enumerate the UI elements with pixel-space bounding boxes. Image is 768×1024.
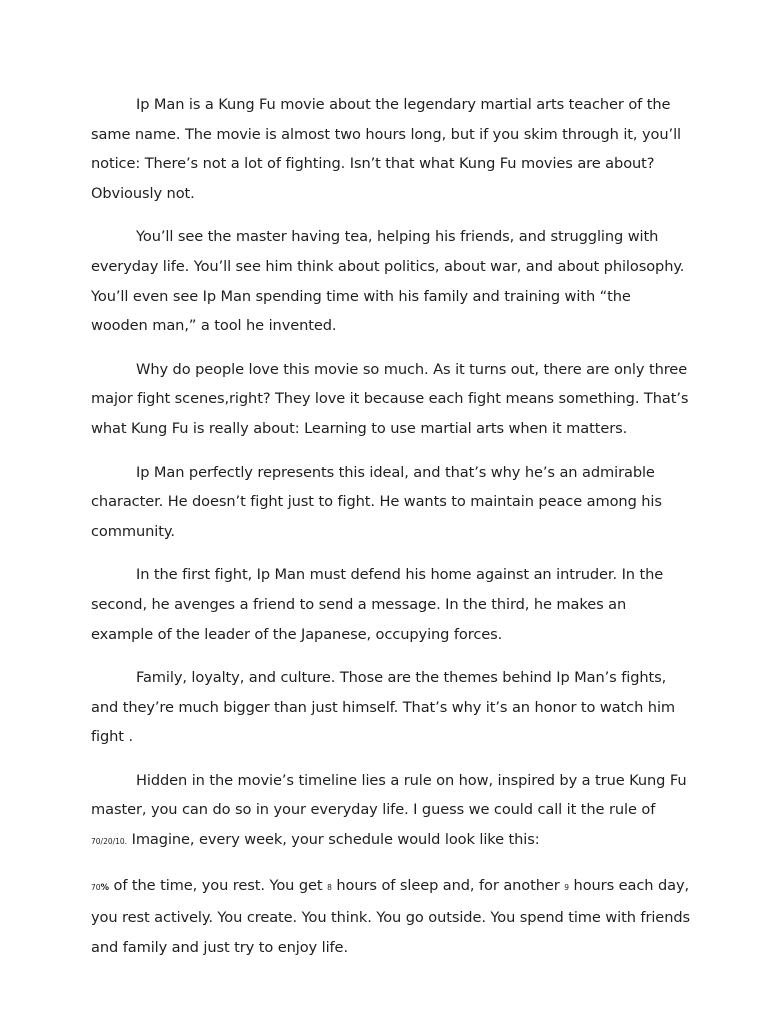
rule-text-after: Imagine, every week, your schedule would look like this: [127,831,540,849]
rest-text-part3: hours each day, you rest actively. You create. You think. You go outside. You spend time with friends and family and just try to enjoy life. [91,876,691,956]
paragraph-rule [91,766,691,857]
paragraph-everyday-life: You’ll see the master having tea, helping his friends, and struggling with everyday life. You’ll see him think about politics, about war, and about philosophy. You’ll even see Ip Man spending time with his family and training with “the wooden man,” a tool he invented. [91,228,685,335]
paragraph-themes: Family, loyalty, and culture. Those are the themes behind Ip Man’s fights, and they’re much bigger than just himself. That’s why it’s an honor to watch him fight . [91,669,676,746]
rest-percent-number: 70 [91,882,101,892]
rest-text-part2: hours of sleep and, for another [331,876,565,894]
document-page [91,90,691,976]
paragraph-fights: In the first fight, Ip Man must defend his home against an intruder. In the second, he avenges a friend to send a message. In the third, he makes an example of the leader of the Japanese, occupying forces. [91,566,664,643]
paragraph-rest [91,871,691,963]
paragraph-intro: Ip Man is a Kung Fu movie about the legendary martial arts teacher of the same name. The movie is almost two hours long, but if you skim through it, you’ll notice: There’s not a lot of fighting. Isn’t that what Kung Fu movies are about? Obviously not. [91,96,681,202]
paragraph-ideal: Ip Man perfectly represents this ideal, and that’s why he’s an admirable character. He doesn’t fight just to fight. He wants to maintain peace among his community. [91,463,662,540]
rest-sleep-hours: 8 [327,882,332,892]
rule-text-before: Hidden in the movie’s timeline lies a rule on how, inspired by a true Kung Fu master, you can do so in your everyday life. I guess we could call it the rule of [91,771,687,819]
rest-text-part1: of the time, you rest. You get [108,876,328,894]
rest-percent-sign: % [100,882,109,893]
paragraph-why-loved: Why do people love this movie so much. As it turns out, there are only three major fight scenes,right? They love it because each fight means something. That’s what Kung Fu is really about: Learning to use martial arts when it matters. [91,360,689,437]
rest-active-hours: 9 [564,882,570,892]
rule-value: 70/20/10. [91,837,128,847]
